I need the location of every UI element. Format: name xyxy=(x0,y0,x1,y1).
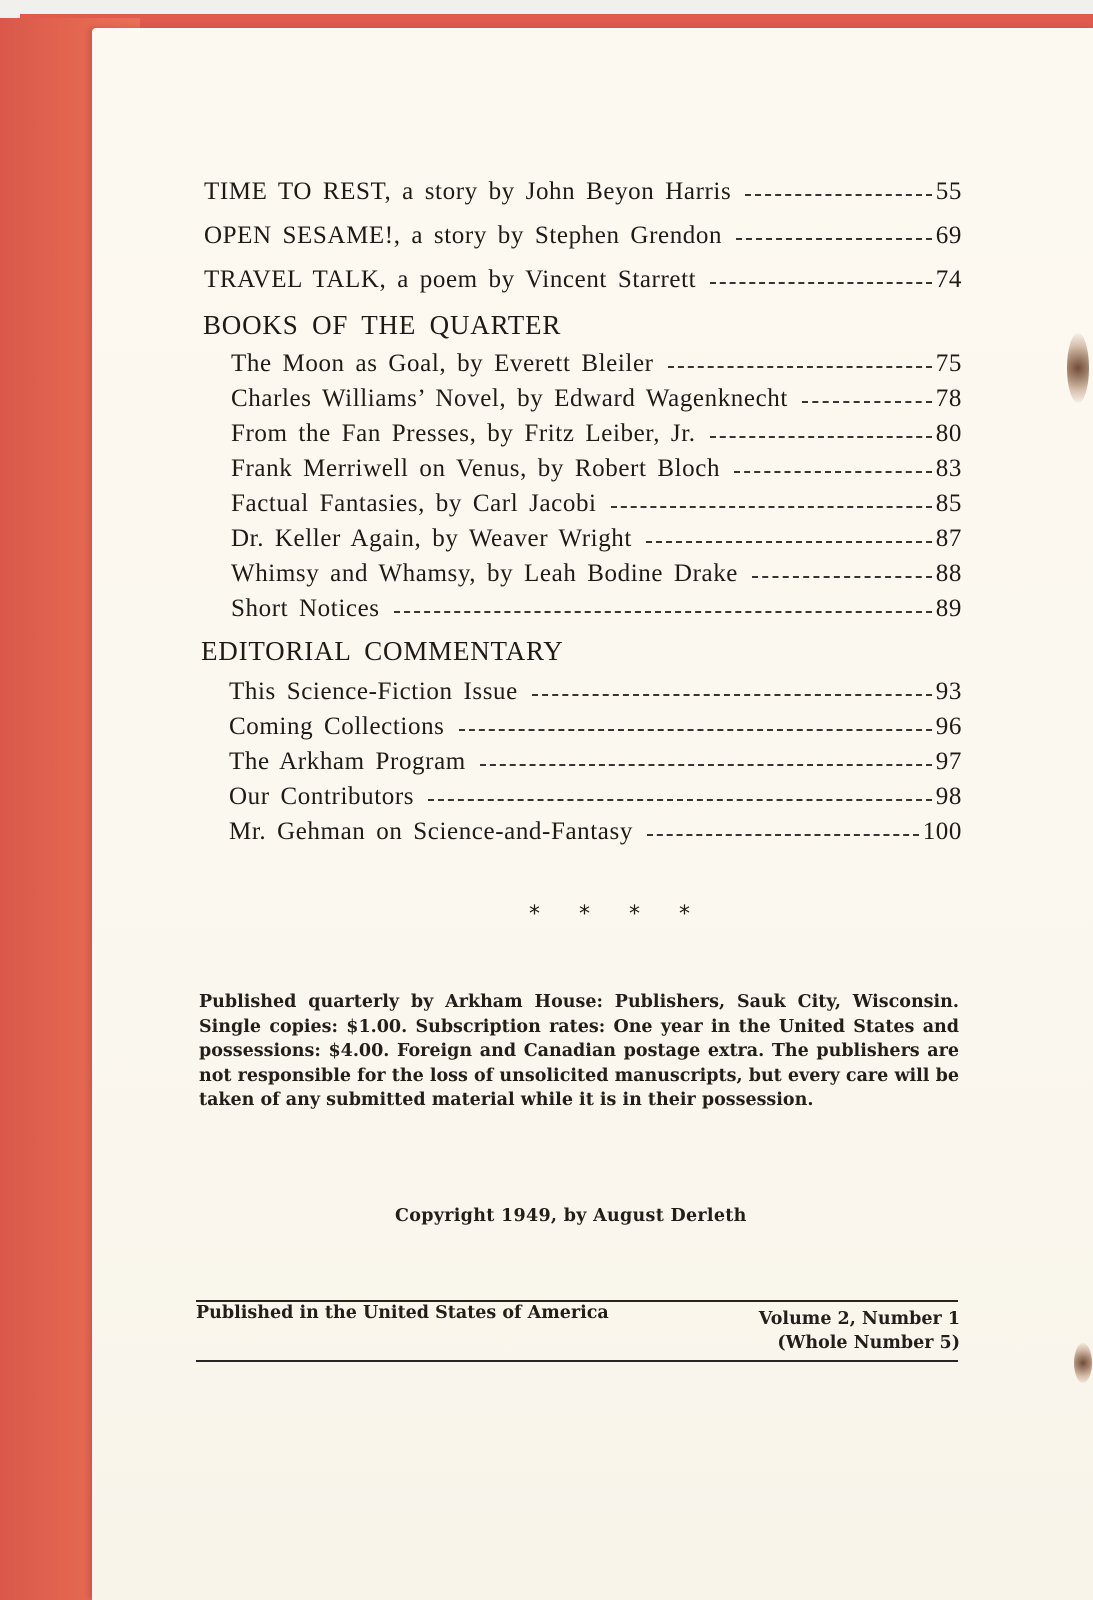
leader-dots xyxy=(459,729,932,731)
leader-dots xyxy=(734,471,932,473)
toc-entry-title: Charles Williams’ Novel, by Edward Wagenknecht xyxy=(231,385,788,412)
toc-entry-page: 55 xyxy=(935,178,962,205)
magazine-page xyxy=(92,28,1093,1600)
publication-notice: Published quarterly by Arkham House: Publishers, Sauk City, Wisconsin. Single copies: $1.00. Subscription rates: One year in the United States and possessions: $4.00. Foreign and Canadian postage extra. The publishers are not responsible for the loss of unsolicited manuscripts, but every care will be taken of any submitted material while it is in their possession. xyxy=(199,992,959,1110)
toc-entry-fan-presses xyxy=(231,420,962,448)
toc-entry-frank-merriwell xyxy=(231,455,962,483)
toc-entry-title: The Arkham Program xyxy=(229,748,466,775)
toc-entry-title: OPEN SESAME!, a story by Stephen Grendon xyxy=(204,222,723,249)
toc-entry-page: 88 xyxy=(935,560,962,587)
toc-entry-travel-talk xyxy=(204,266,962,294)
age-stain xyxy=(1067,333,1089,403)
toc-entry-page: 69 xyxy=(935,222,962,249)
toc-entry-title: Mr. Gehman on Science-and-Fantasy xyxy=(229,818,633,845)
toc-entry-short-notices xyxy=(231,595,962,623)
toc-entry-science-fiction-issue xyxy=(229,678,962,706)
toc-entry-page: 96 xyxy=(935,713,962,740)
age-stain xyxy=(1074,1343,1092,1383)
toc-entry-title: From the Fan Presses, by Fritz Leiber, Jr. xyxy=(231,420,696,447)
toc-entry-arkham-program xyxy=(229,748,962,776)
toc-entry-title: Whimsy and Whamsy, by Leah Bodine Drake xyxy=(231,560,739,587)
leader-dots xyxy=(745,194,931,196)
leader-dots xyxy=(710,436,932,438)
toc-entry-page: 97 xyxy=(935,748,962,775)
toc-entry-page: 93 xyxy=(935,678,962,705)
toc-entry-factual-fantasies xyxy=(231,490,962,518)
leader-dots xyxy=(736,238,932,240)
toc-entry-open-sesame xyxy=(204,222,962,250)
toc-entry-title: Factual Fantasies, by Carl Jacobi xyxy=(231,490,597,517)
toc-entry-whimsy xyxy=(231,560,962,588)
toc-entry-title: Dr. Keller Again, by Weaver Wright xyxy=(231,525,632,552)
leader-dots xyxy=(480,764,932,766)
section-separator: * * * * xyxy=(529,902,706,927)
publication-country: Published in the United States of America xyxy=(196,1303,609,1323)
volume-info xyxy=(759,1307,960,1355)
toc-entry-title: TRAVEL TALK, a poem by Vincent Starrett xyxy=(204,266,697,293)
toc-entry-coming-collections xyxy=(229,713,962,741)
toc-entry-page: 78 xyxy=(935,385,962,412)
toc-entry-moon-as-goal xyxy=(231,350,962,378)
footer-rule-top xyxy=(196,1300,958,1302)
toc-entry-page: 83 xyxy=(935,455,962,482)
toc-entry-page: 75 xyxy=(935,350,962,377)
toc-entry-title: Our Contributors xyxy=(229,783,415,810)
toc-entry-page: 80 xyxy=(935,420,962,447)
leader-dots xyxy=(394,611,932,613)
section-heading-books: BOOKS OF THE QUARTER xyxy=(203,310,562,340)
toc-entry-page: 98 xyxy=(935,783,962,810)
toc-entry-page: 87 xyxy=(935,525,962,552)
leader-dots xyxy=(647,834,919,836)
toc-entry-title: TIME TO REST, a story by John Beyon Harris xyxy=(204,178,732,205)
toc-entry-title: Coming Collections xyxy=(229,713,445,740)
leader-dots xyxy=(710,282,932,284)
toc-entry-title: Short Notices xyxy=(231,595,380,622)
leader-dots xyxy=(668,366,932,368)
leader-dots xyxy=(646,541,932,543)
toc-entry-time-to-rest xyxy=(204,178,962,206)
toc-entry-title: Frank Merriwell on Venus, by Robert Bloch xyxy=(231,455,721,482)
leader-dots xyxy=(802,401,932,403)
toc-entry-page: 85 xyxy=(935,490,962,517)
leader-dots xyxy=(611,506,932,508)
copyright-line: Copyright 1949, by August Derleth xyxy=(395,1206,747,1226)
toc-entry-our-contributors xyxy=(229,783,962,811)
whole-number: (Whole Number 5) xyxy=(777,1333,960,1353)
leader-dots xyxy=(428,799,932,801)
leader-dots xyxy=(532,694,932,696)
section-heading-editorial: EDITORIAL COMMENTARY xyxy=(201,636,564,666)
toc-entry-page: 74 xyxy=(935,266,962,293)
table-of-contents xyxy=(92,28,1093,1600)
volume-number: Volume 2, Number 1 xyxy=(758,1309,960,1329)
leader-dots xyxy=(752,576,932,578)
toc-entry-title: The Moon as Goal, by Everett Bleiler xyxy=(231,350,654,377)
toc-entry-dr-keller xyxy=(231,525,962,553)
toc-entry-page: 89 xyxy=(935,595,962,622)
toc-entry-page: 100 xyxy=(922,818,962,845)
footer-rule-bottom xyxy=(196,1360,958,1362)
toc-entry-mr-gehman xyxy=(229,818,962,846)
toc-entry-charles-williams xyxy=(231,385,962,413)
toc-entry-title: This Science-Fiction Issue xyxy=(229,678,518,705)
